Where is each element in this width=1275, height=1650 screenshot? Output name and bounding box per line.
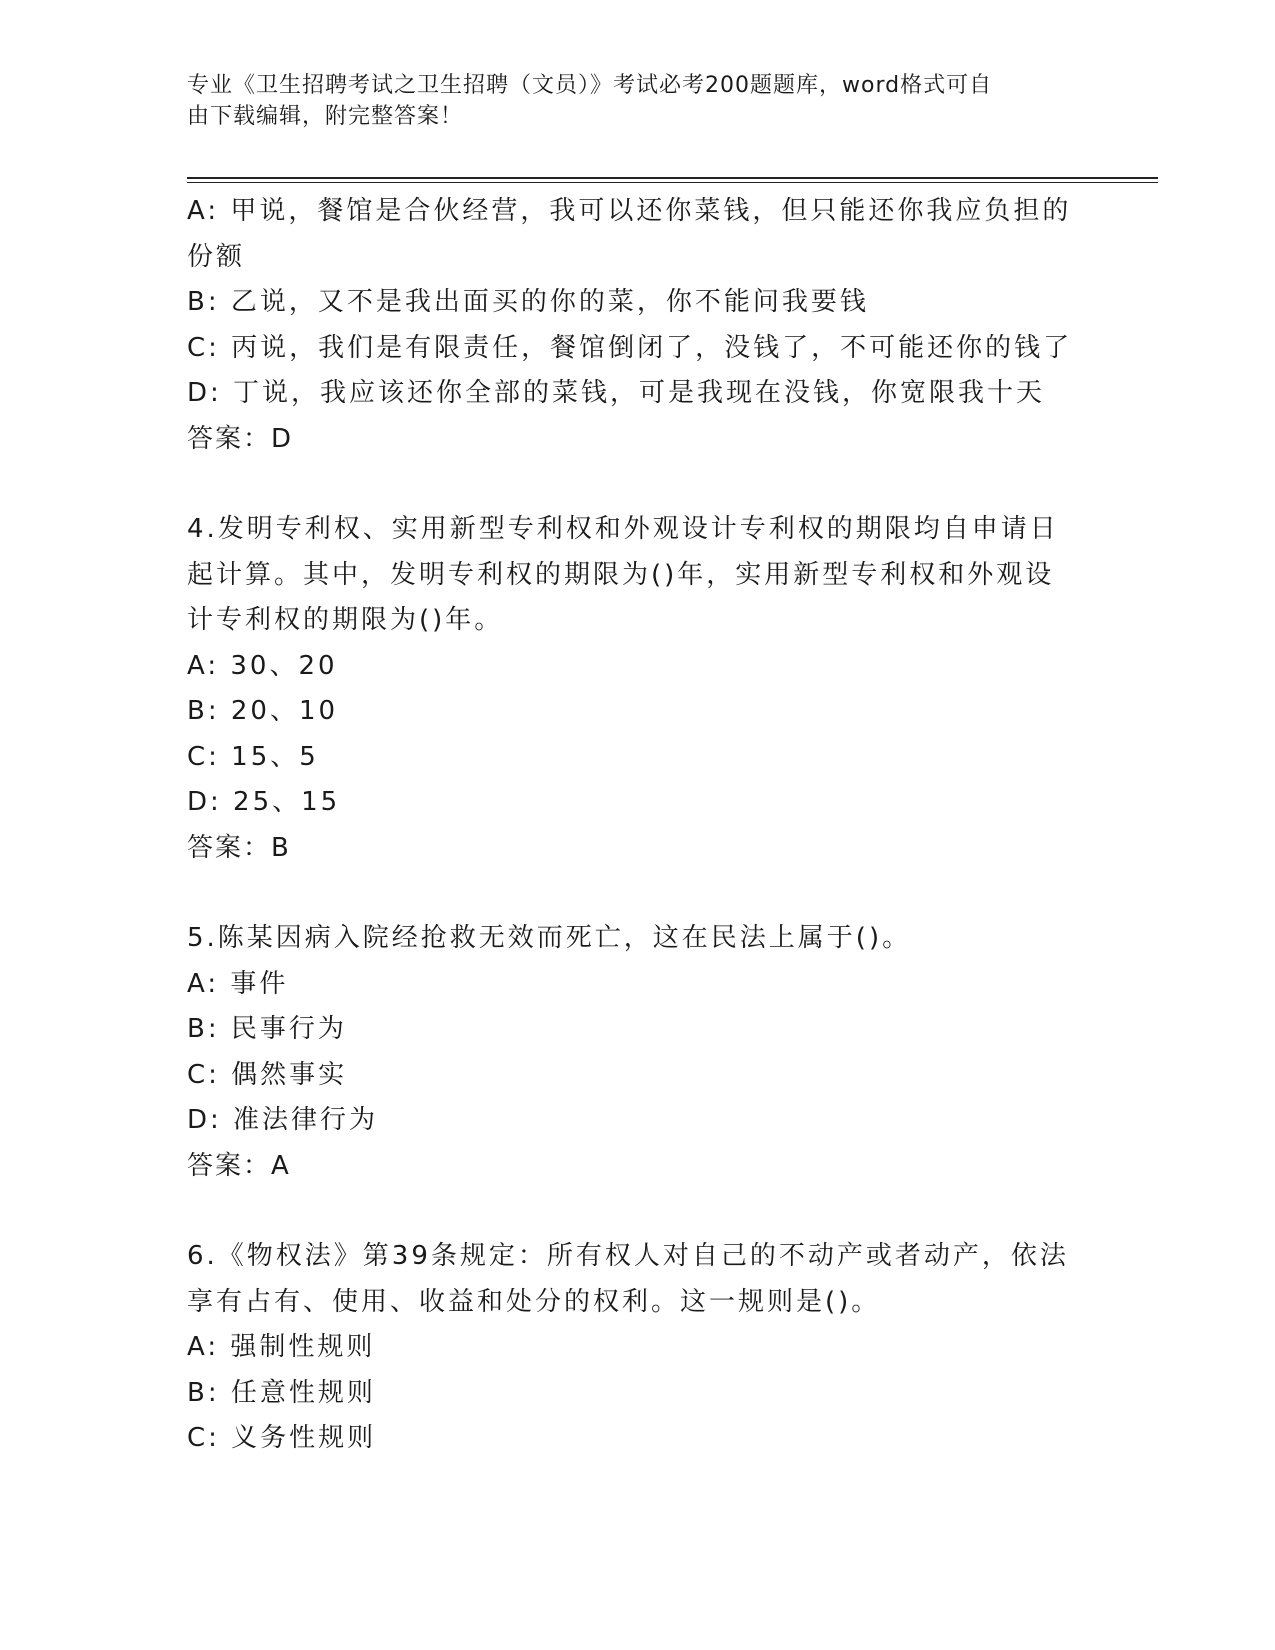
- question-3-block: [187, 189, 1087, 462]
- answer-line: 答案：A: [187, 1150, 291, 1181]
- option-b: B: 民事行为: [187, 1014, 347, 1044]
- question-5-block: [187, 916, 1087, 1189]
- spacer: [187, 871, 1087, 916]
- question-stem-line-1: 4.发明专利权、实用新型专利权和外观设计专利权的期限均自申请日: [187, 514, 1059, 544]
- spacer: [187, 462, 1087, 507]
- question-stem-line-1: 5.陈某因病入院经抢救无效而死亡，这在民法上属于()。: [187, 923, 912, 953]
- option-a-line-2: 份额: [187, 241, 246, 272]
- option-a-line-1: A: 甲说，餐馆是合伙经营，我可以还你菜钱，但只能还你我应负担的: [187, 196, 1072, 226]
- option-d: D: 准法律行为: [187, 1105, 379, 1135]
- question-list: [187, 189, 1087, 1462]
- option-a: A: 事件: [187, 968, 289, 999]
- option-c: C: 15、5: [187, 741, 319, 772]
- document-header: [187, 70, 1067, 132]
- question-6-block: [187, 1234, 1087, 1462]
- option-b: B: 20、10: [187, 696, 339, 726]
- option-c: C: 义务性规则: [187, 1423, 377, 1453]
- option-d: D: 丁说，我应该还你全部的菜钱，可是我现在没钱，你宽限我十天: [187, 378, 1046, 408]
- header-divider-thin: [187, 182, 1158, 183]
- answer-line: 答案：B: [187, 832, 291, 863]
- header-title-line-2: 由下载编辑，附完整答案！: [187, 104, 464, 129]
- header-title-line-1: 专业《卫生招聘考试之卫生招聘（文员）》考试必考200题题库，word格式可自: [187, 73, 993, 98]
- answer-line: 答案：D: [187, 423, 294, 454]
- header-divider-thick: [187, 177, 1158, 179]
- question-stem-line-2: 享有占有、使用、收益和处分的权利。这一规则是()。: [187, 1286, 881, 1317]
- option-b: B: 乙说，又不是我出面买的你的菜，你不能问我要钱: [187, 287, 869, 317]
- question-stem-line-1: 6.《物权法》第39条规定：所有权人对自己的不动产或者动产，依法: [187, 1241, 1069, 1271]
- question-4-block: [187, 507, 1087, 871]
- spacer: [187, 1189, 1087, 1234]
- option-a: A: 30、20: [187, 650, 338, 681]
- question-stem-line-3: 计专利权的期限为()年。: [187, 605, 504, 635]
- option-d: D: 25、15: [187, 787, 341, 817]
- option-c: C: 偶然事实: [187, 1059, 348, 1090]
- question-stem-line-2: 起计算。其中，发明专利权的期限为()年，实用新型专利权和外观设: [187, 559, 1055, 590]
- option-c: C: 丙说，我们是有限责任，餐馆倒闭了，没钱了，不可能还你的钱了: [187, 332, 1073, 363]
- option-a: A: 强制性规则: [187, 1332, 376, 1362]
- option-b: B: 任意性规则: [187, 1377, 376, 1408]
